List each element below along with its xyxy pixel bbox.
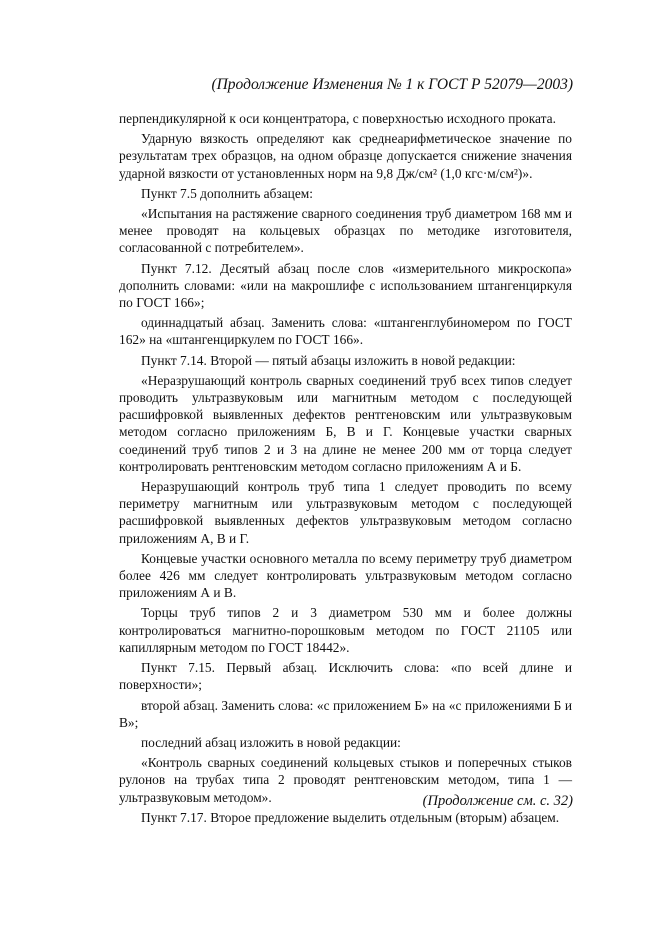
paragraph: Пункт 7.5 дополнить абзацем:	[141, 185, 313, 201]
page-footer-continuation: (Продолжение см. с. 32)	[422, 793, 573, 809]
paragraph: «Неразрушающий контроль сварных соединений труб всех типов следует проводить ультразвуковым или магнитным методом с последующей расшифровкой выявленных дефектов рентгеновским или ультразвуковым методом согласно приложениям Б, В и Г. Концевые участки сварных соединений труб типов 2 и 3 на длине не менее 200 мм от торца следует контролировать рентгеновским методом согласно приложениям А и Б.	[119, 372, 572, 474]
paragraph: второй абзац. Заменить слова: «с приложением Б» на «с приложениями Б и В»;	[119, 697, 572, 730]
paragraph: Ударную вязкость определяют как среднеарифметическое значение по результатам трех образцов, на одном образце допускается снижение значения ударной вязкости от установленных норм на 9,8 Дж/см² (1,0 кгс·м/см²)».	[119, 131, 572, 181]
paragraph: Пункт 7.17. Второе предложение выделить отдельным (вторым) абзацем.	[141, 809, 560, 825]
paragraph: перпендикулярной к оси концентратора, с поверхностью исходного проката.	[119, 111, 556, 126]
paragraph: Неразрушающий контроль труб типа 1 следует проводить по всему периметру магнитным или ультразвуковым методом с последующей расшифровкой выявленных дефектов ультразвуковым методом согласно приложениям А, В и Г.	[119, 479, 572, 546]
paragraph: Пункт 7.15. Первый абзац. Исключить слова: «по всей длине и поверхности»;	[119, 660, 572, 693]
paragraph: Концевые участки основного металла по всему периметру труб диаметром более 426 мм следует контролировать ультразвуковым методом согласно приложениям А и В.	[119, 550, 572, 601]
paragraph: Пункт 7.14. Второй — пятый абзацы изложить в новой редакции:	[141, 352, 516, 368]
page-header: (Продолжение Изменения № 1 к ГОСТ Р 52079—2003)	[211, 76, 573, 93]
paragraph: Пункт 7.12. Десятый абзац после слов «измерительного микроскопа» дополнить словами: «или на макрошлифе с использованием штангенциркуля по ГОСТ 166»;	[119, 260, 572, 311]
paragraph: Торцы труб типов 2 и 3 диаметром 530 мм и более должны контролироваться магнитно-порошковым методом по ГОСТ 21105 или капиллярным методом по ГОСТ 18442».	[119, 605, 572, 655]
paragraph: «Контроль сварных соединений кольцевых стыков и поперечных стыков рулонов на трубах типа 2 проводят рентгеновским методом, типа 1 — ультразвуковым методом».	[119, 755, 572, 805]
document-body	[119, 110, 572, 829]
paragraph: одиннадцатый абзац. Заменить слова: «штангенглубиномером по ГОСТ 162» на «штангенциркулем по ГОСТ 166».	[119, 315, 572, 348]
paragraph: «Испытания на растяжение сварного соединения труб диаметром 168 мм и менее проводят на кольцевых образцах по методике изготовителя, согласованной с потребителем».	[119, 206, 572, 256]
paragraph: последний абзац изложить в новой редакции:	[141, 734, 401, 750]
